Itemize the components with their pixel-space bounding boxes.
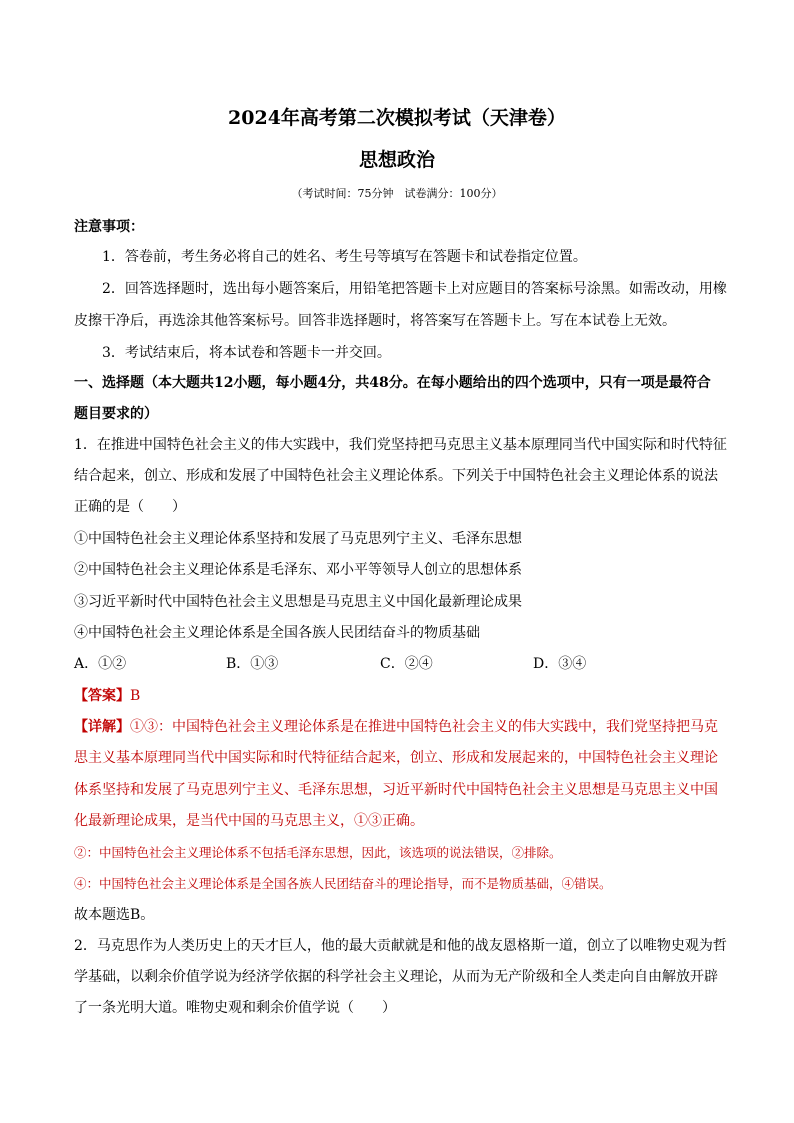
q2-stem-line-1: 2．马克思作为人类历史上的天才巨人，他的最大贡献就是和他的战友恩格斯一道，创立了以唯物史观为哲: [74, 938, 727, 954]
notice-heading: 注意事项：: [74, 219, 144, 235]
detail-tag: 【详解】: [74, 719, 130, 735]
q1-option-b: B．①③: [226, 656, 279, 672]
q1-conclusion: 故本题选B。: [74, 907, 155, 923]
exam-info: （考试时间：75分钟 试卷满分：100分）: [291, 187, 503, 200]
q1-stem-line-2: 结合起来，创立、形成和发展了中国特色社会主义理论体系。下列关于中国特色社会主义理论体系的说法: [74, 468, 718, 484]
section-heading-line-2: 题目要求的）: [74, 406, 158, 422]
detail-text: ①③：中国特色社会主义理论体系是在推进中国特色社会主义的伟大实践中，我们党坚持把马克: [130, 719, 718, 735]
q1-stem-line-3: 正确的是（ ）: [74, 499, 186, 515]
q1-detail-line-6: ④：中国特色社会主义理论体系是全国各族人民团结奋斗的理论指导，而不是物质基础，④错误。: [74, 876, 612, 891]
q1-detail-line-1: [74, 717, 718, 737]
q2-stem-line-2: 学基础，以剩余价值学说为经济学依据的科学社会主义理论，从而为无产阶级和全人类走向自由解放开辟: [74, 969, 718, 985]
q1-statement-3: ③习近平新时代中国特色社会主义思想是马克思主义中国化最新理论成果: [74, 594, 522, 610]
q1-detail-line-3: 体系坚持和发展了马克思列宁主义、毛泽东思想，习近平新时代中国特色社会主义思想是马克思主义中国: [74, 782, 718, 798]
q1-option-d: D．③④: [533, 656, 587, 672]
subject-title: 思想政治: [358, 149, 435, 171]
notice-item-1: 1．答卷前，考生务必将自己的姓名、考生号等填写在答题卡和试卷指定位置。: [102, 249, 587, 265]
q1-option-a: A．①②: [74, 656, 127, 672]
section-heading-line-1: 一、选择题（本大题共12小题，每小题4分，共48分。在每小题给出的四个选项中，只有一项是最符合: [74, 375, 711, 391]
q1-detail-line-4: 化最新理论成果，是当代中国的马克思主义，①③正确。: [74, 813, 424, 829]
q2-stem-line-3: 了一条光明大道。唯物史观和剩余价值学说（ ）: [74, 1000, 396, 1016]
q1-statement-1: ①中国特色社会主义理论体系坚持和发展了马克思列宁主义、毛泽东思想: [74, 531, 522, 547]
exam-title: 2024年高考第二次模拟考试（天津卷）: [228, 107, 566, 129]
q1-answer: [74, 686, 140, 706]
notice-item-2-line-2: 皮擦干净后，再选涂其他答案标号。回答非选择题时，将答案写在答题卡上。写在本试卷上无效。: [74, 313, 676, 329]
answer-value: B: [130, 688, 141, 704]
notice-item-2-line-1: 2．回答选择题时，选出每小题答案后，用铅笔把答题卡上对应题目的答案标号涂黑。如需改动，用橡: [102, 281, 727, 297]
q1-detail-line-5: ②：中国特色社会主义理论体系不包括毛泽东思想，因此，该选项的说法错误，②排除。: [74, 845, 562, 860]
notice-item-3: 3．考试结束后，将本试卷和答题卡一并交回。: [102, 345, 391, 361]
q1-detail-line-2: 思主义基本原理同当代中国实际和时代特征结合起来，创立、形成和发展起来的，中国特色社会主义理论: [74, 750, 718, 766]
q1-statement-2: ②中国特色社会主义理论体系是毛泽东、邓小平等领导人创立的思想体系: [74, 562, 522, 578]
q1-stem-line-1: 1．在推进中国特色社会主义的伟大实践中，我们党坚持把马克思主义基本原理同当代中国实际和时代特征: [74, 437, 727, 453]
q1-option-c: C．②④: [380, 656, 433, 672]
answer-tag: 【答案】: [74, 688, 130, 704]
q1-statement-4: ④中国特色社会主义理论体系是全国各族人民团结奋斗的物质基础: [74, 625, 480, 641]
